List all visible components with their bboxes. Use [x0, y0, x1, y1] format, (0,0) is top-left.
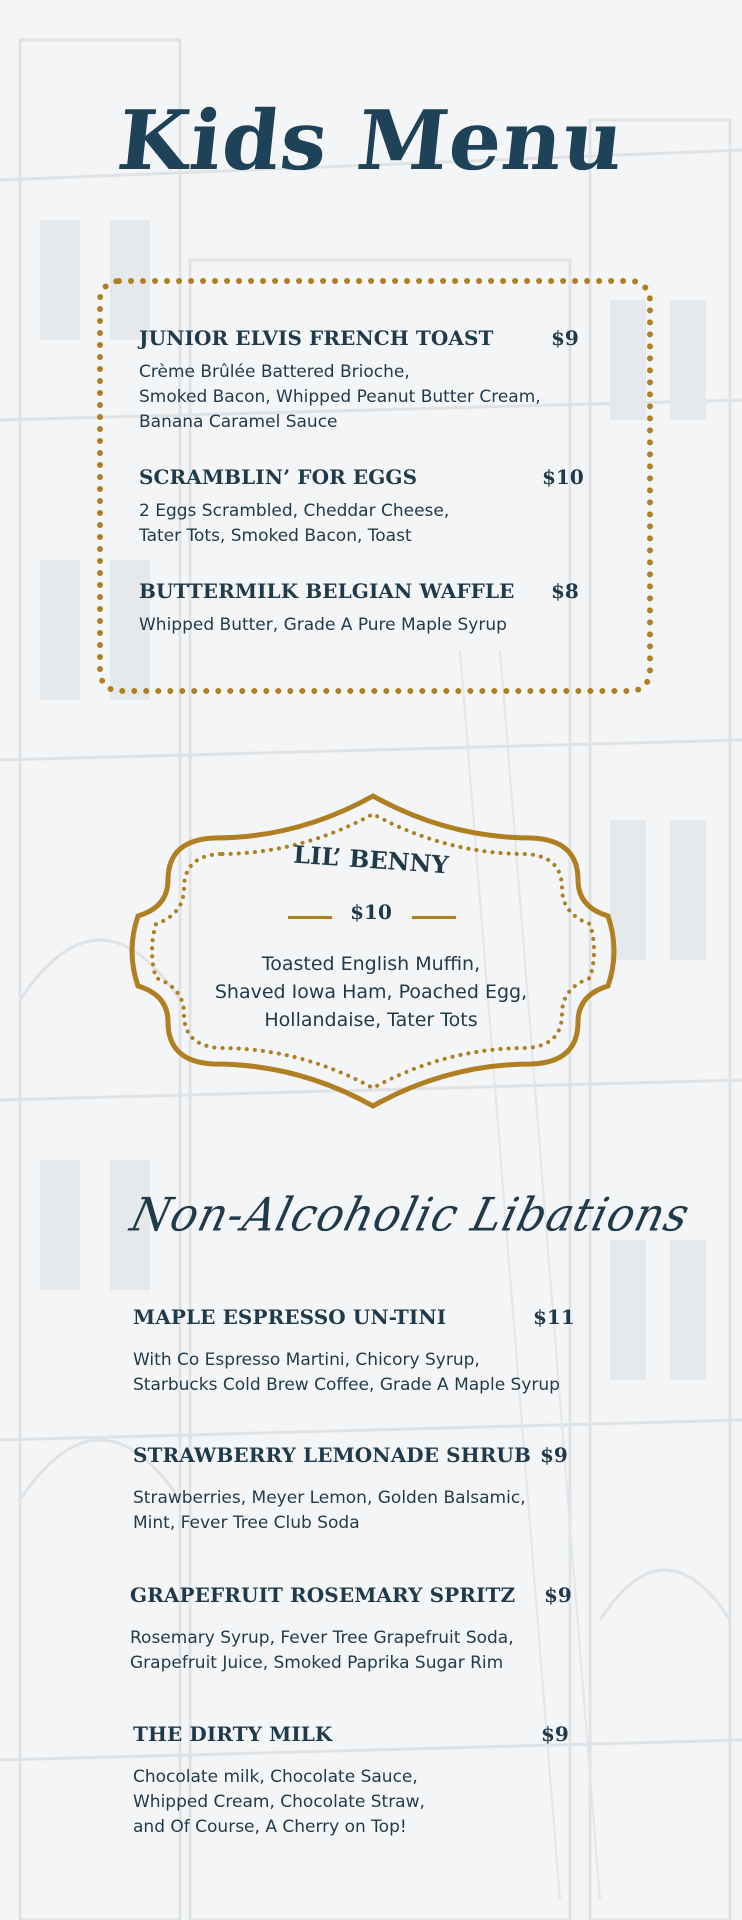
description-line: Banana Caramel Sauce	[139, 412, 338, 432]
description-line: Crème Brûlée Battered Brioche,	[139, 362, 410, 382]
item-name: BUTTERMILK BELGIAN WAFFLE	[139, 579, 515, 603]
description-line: Whipped Cream, Chocolate Straw,	[133, 1792, 425, 1812]
description-line: Strawberries, Meyer Lemon, Golden Balsamic,	[133, 1488, 526, 1508]
description-line: Smoked Bacon, Whipped Peanut Butter Cream,	[139, 387, 541, 407]
item-description	[130, 1626, 514, 1676]
drink-item-strawberry-shrub	[133, 1443, 573, 1533]
description-line: and Of Course, A Cherry on Top!	[133, 1817, 407, 1837]
item-description	[139, 499, 449, 549]
item-price: $11	[533, 1305, 575, 1329]
description-line: Rosemary Syrup, Fever Tree Grapefruit Soda,	[130, 1628, 514, 1648]
drink-item-maple-espresso	[133, 1305, 573, 1395]
item-name: JUNIOR ELVIS FRENCH TOAST	[139, 326, 494, 350]
item-name: MAPLE ESPRESSO UN-TINI	[133, 1305, 447, 1329]
item-description	[133, 1348, 560, 1398]
description-line: 2 Eggs Scrambled, Cheddar Cheese,	[139, 501, 450, 521]
description-line: Whipped Butter, Grade A Pure Maple Syrup	[139, 615, 507, 635]
price-rule-right	[412, 916, 456, 919]
description-line: Chocolate milk, Chocolate Sauce,	[133, 1767, 418, 1787]
description-line: With Co Espresso Martini, Chicory Syrup,	[133, 1350, 480, 1370]
item-description	[139, 613, 507, 638]
item-description	[139, 360, 541, 435]
item-price: $10	[542, 465, 584, 489]
item-price: $9	[551, 326, 579, 350]
description-line: Mint, Fever Tree Club Soda	[133, 1513, 360, 1533]
item-name: STRAWBERRY LEMONADE SHRUB	[133, 1443, 531, 1467]
item-price: $9	[544, 1583, 572, 1607]
drink-item-dirty-milk	[133, 1722, 573, 1842]
description-line: Hollandaise, Tater Tots	[264, 1009, 478, 1031]
item-price: $9	[540, 1443, 568, 1467]
description-line: Shaved Iowa Ham, Poached Egg,	[214, 981, 528, 1003]
menu-item-french-toast	[139, 326, 579, 436]
item-description	[133, 1765, 425, 1840]
feature-item-description	[0, 950, 742, 1034]
drink-item-grapefruit-spritz	[130, 1583, 570, 1673]
item-price: $9	[541, 1722, 569, 1746]
item-name: THE DIRTY MILK	[133, 1722, 333, 1746]
menu-title: Kids Menu	[113, 93, 629, 189]
description-line: Grapefruit Juice, Smoked Paprika Sugar Rim	[130, 1653, 504, 1673]
menu-item-waffle	[139, 579, 579, 649]
item-name: SCRAMBLIN’ FOR EGGS	[139, 465, 418, 489]
menu-item-eggs	[139, 465, 584, 555]
drinks-section-title: Non-Alcoholic Libations	[125, 1188, 696, 1243]
description-line: Tater Tots, Smoked Bacon, Toast	[139, 526, 412, 546]
description-line: Starbucks Cold Brew Coffee, Grade A Maple Syrup	[133, 1375, 560, 1395]
feature-item-name: LIL’ BENNY	[292, 839, 450, 880]
feature-item-price: $10	[350, 900, 392, 924]
item-description	[133, 1486, 526, 1536]
item-name: GRAPEFRUIT ROSEMARY SPRITZ	[130, 1583, 516, 1607]
description-line: Toasted English Muffin,	[261, 953, 481, 975]
item-price: $8	[551, 579, 579, 603]
